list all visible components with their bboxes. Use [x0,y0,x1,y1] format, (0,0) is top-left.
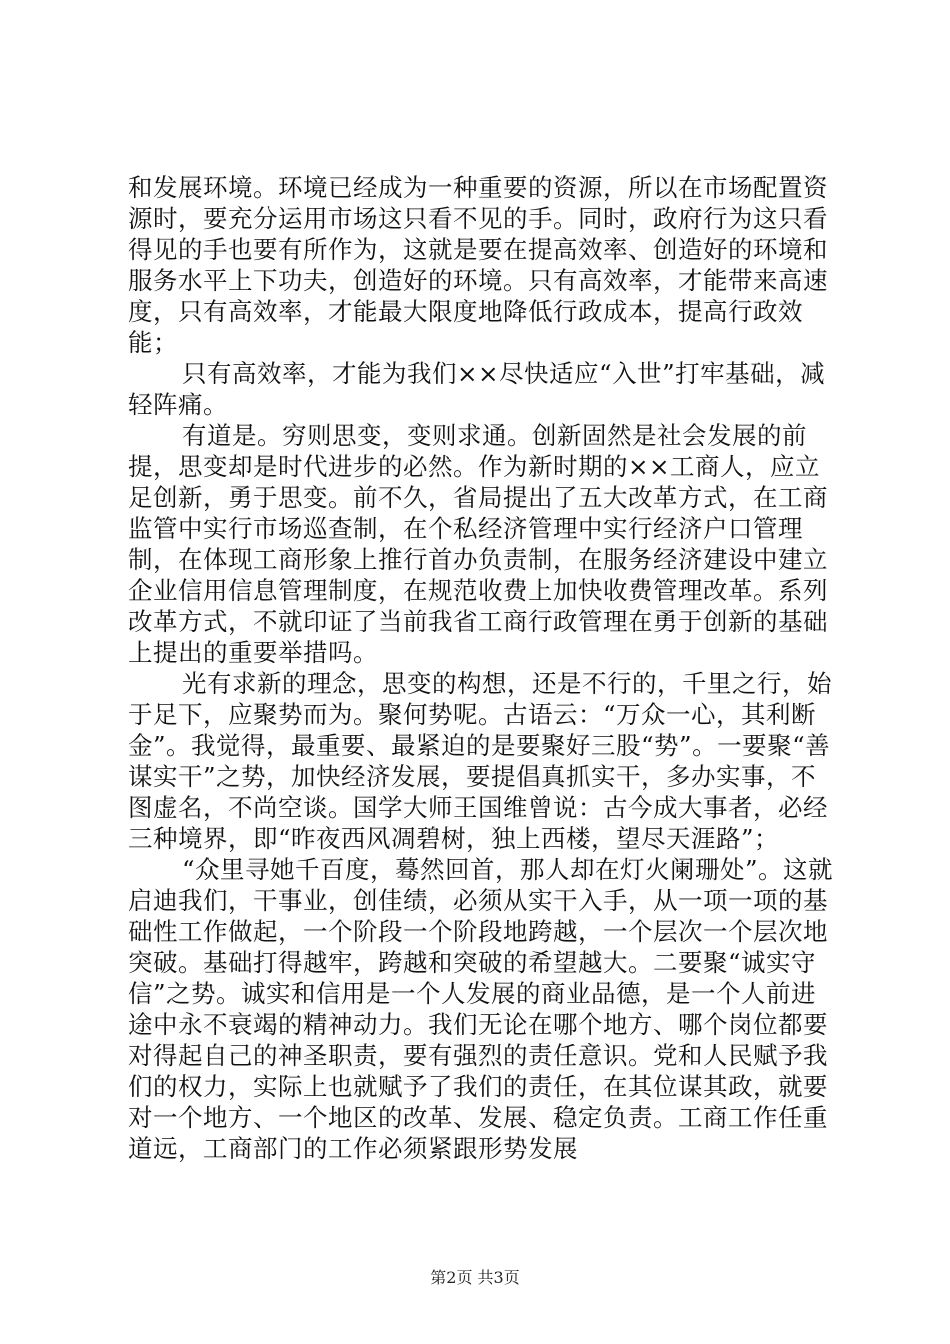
paragraph: “众里寻她千百度，蓦然回首，那人却在灯火阑珊处”。这就启迪我们，干事业，创佳绩，必须从实干入手，从一项一项的基础性工作做起，一个阶段一个阶段地跨越，一个层次一个层次地突破。基础打得越牢，跨越和突破的希望越大。二要聚“诚实守信”之势。诚实和信用是一个人发展的商业品德，是一个人前进途中永不衰竭的精神动力。我们无论在哪个地方、哪个岗位都要对得起自己的神圣职责，要有强烈的责任意识。党和人民赋予我们的权力，实际上也就赋予了我们的责任，在其位谋其政，就要对一个地方、一个地区的改革、发展、稳定负责。工商工作任重道远，工商部门的工作必须紧跟形势发展 [128,855,834,1163]
paragraph: 和发展环境。环境已经成为一种重要的资源，所以在市场配置资源时，要充分运用市场这只看不见的手。同时，政府行为这只看得见的手也要有所作为，这就是要在提高效率、创造好的环境和服务水平上下功夫，创造好的环境。只有高效率，才能带来高速度，只有高效率，才能最大限度地降低行政成本，提高行政效能； [128,173,828,357]
paragraph: 有道是。穷则思变，变则求通。创新固然是社会发展的前提，思变却是时代进步的必然。作为新时期的××工商人，应立足创新，勇于思变。前不久，省局提出了五大改革方式，在工商监管中实行市场巡查制，在个私经济管理中实行经济户口管理制，在体现工商形象上推行首办负责制，在服务经济建设中建立企业信用信息管理制度，在规范收费上加快收费管理改革。系列改革方式，不就印证了当前我省工商行政管理在勇于创新的基础上提出的重要举措吗。 [128,421,828,667]
paragraph: 只有高效率，才能为我们××尽快适应“入世”打牢基础，减轻阵痛。 [128,359,826,419]
page-number-footer: 第2页 共3页 [430,1268,520,1287]
paragraph: 光有求新的理念，思变的构想，还是不行的，千里之行，始于足下，应聚势而为。聚何势呢。古语云：“万众一心，其利断金”。我觉得，最重要、最紧迫的是要聚好三股“势”。一要聚“善谋实干”之势，加快经济发展，要提倡真抓实干，多办实事，不图虚名，不尚空谈。国学大师王国维曾说：古今成大事者，必经三种境界，即“昨夜西风凋碧树，独上西楼，望尽天涯路”； [128,669,832,853]
document-body [128,172,834,1164]
